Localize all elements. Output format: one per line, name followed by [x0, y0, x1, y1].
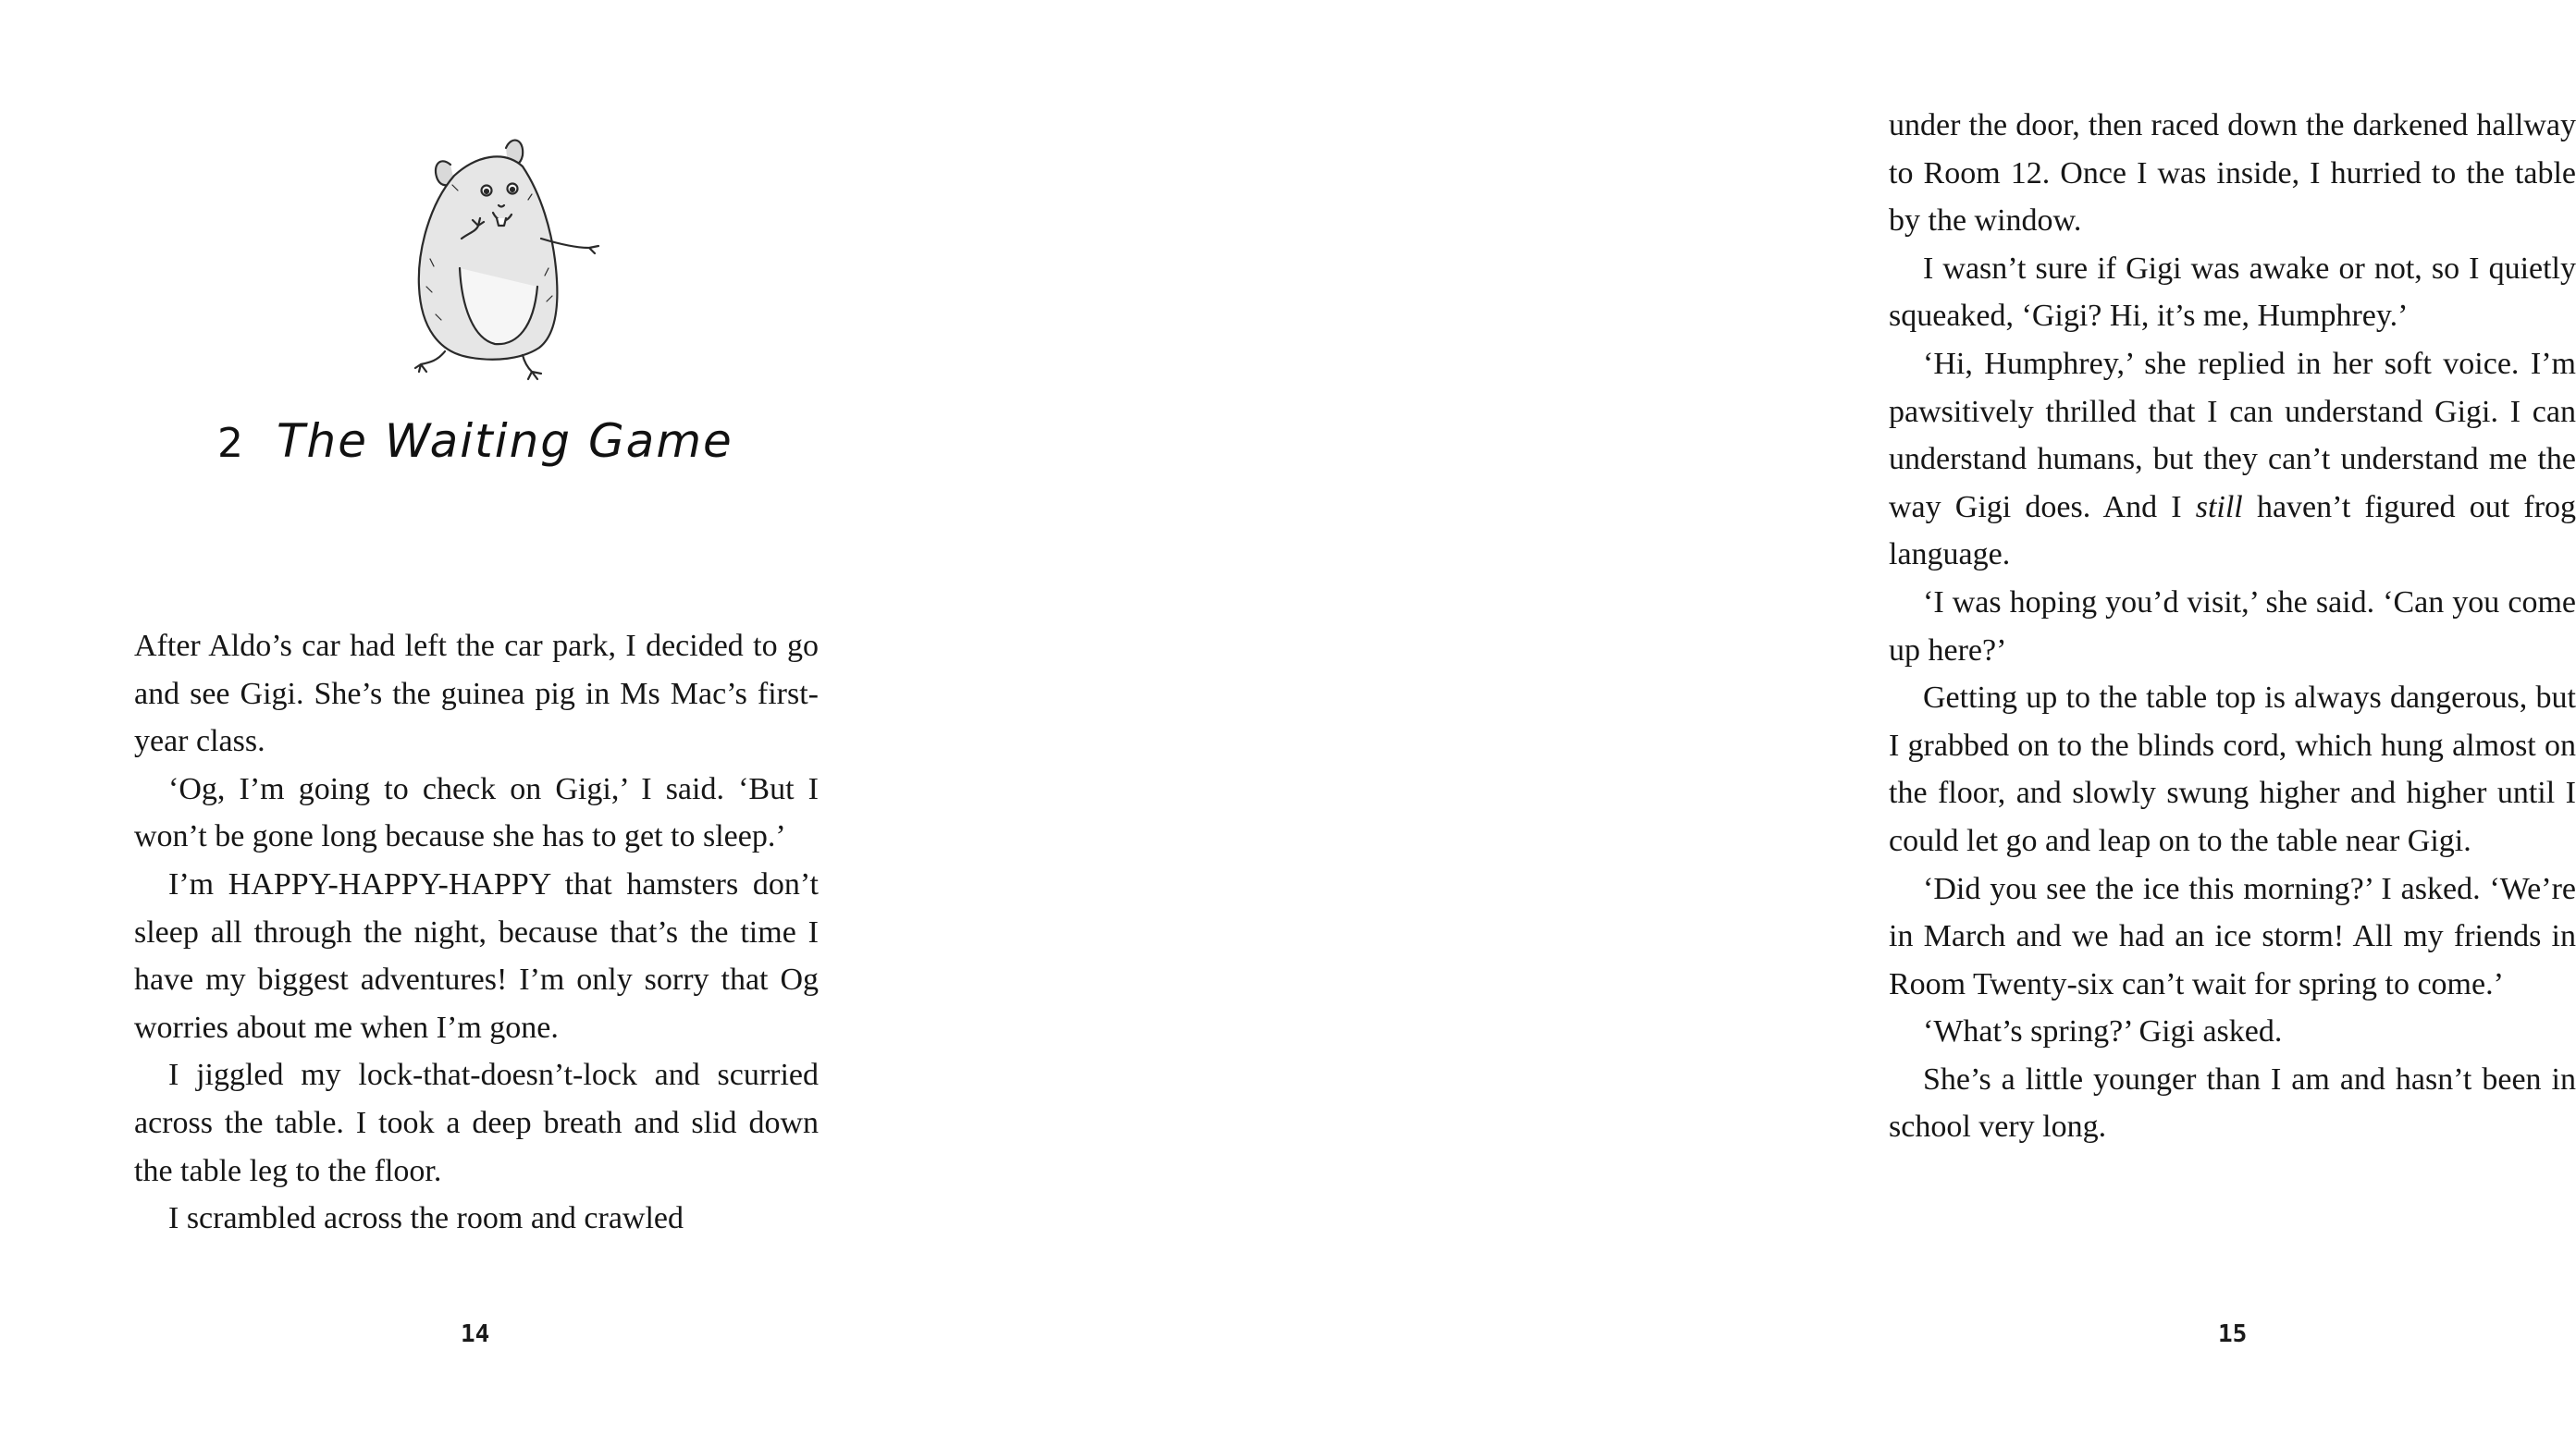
right-page: [897, 0, 2576, 1436]
paragraph: After Aldo’s car had left the car park, I decided to go and see Gigi. She’s the guinea pig in Ms Mac’s first-year class.: [134, 629, 819, 759]
paragraph: ‘Og, I’m going to check on Gigi,’ I said. ‘But I won’t be gone long because she has to get to sleep.’: [134, 771, 819, 854]
chapter-number: 2: [217, 420, 245, 467]
paragraph: I jiggled my lock-that-doesn’t-lock and scurried across the table. I took a deep breath and slid down the table leg to the floor.: [134, 1058, 819, 1188]
chapter-title: [217, 414, 791, 468]
paragraph-text: ‘Hi, Humphrey,’ she replied in her soft voice. I’m pawsitively thrilled that I can understand Gigi. I can understand humans, but they can’t understand me the way Gigi does. And I: [1889, 346, 2576, 524]
emphasis-text: still: [2195, 489, 2243, 524]
paragraph: I scrambled across the room and crawled: [168, 1201, 684, 1236]
left-page-text: [134, 622, 819, 1243]
paragraph: She’s a little younger than I am and hasn’t been in school very long.: [1889, 1062, 2576, 1145]
paragraph: ‘What’s spring?’ Gigi asked.: [1923, 1014, 2283, 1049]
paragraph: I’m HAPPY-HAPPY-HAPPY that hamsters don’t sleep all through the night, because that’s the time I have my biggest adventures! I’m only sorry that Og worries about me when I’m gone.: [134, 866, 819, 1045]
left-page: [0, 0, 897, 1436]
page-number: 15: [2218, 1320, 2248, 1348]
paragraph: [1889, 340, 2576, 579]
paragraph: ‘Did you see the ice this morning?’ I asked. ‘We’re in March and we had an ice storm! All my friends in Room Twenty-six can’t wait for spring to come.’: [1889, 871, 2576, 1001]
right-page-text: [1889, 102, 2576, 1151]
paragraph: Getting up to the table top is always dangerous, but I grabbed on to the blinds cord, which hung almost on the floor, and slowly swung higher and higher until I could let go and leap on to the table near Gigi.: [1889, 681, 2576, 858]
paragraph: under the door, then raced down the darkened hallway to Room 12. Once I was inside, I hurried to the table by the window.: [1889, 108, 2576, 239]
paragraph-text: haven’t figured out frog language.: [1889, 489, 2576, 572]
chapter-title-text: The Waiting Game: [277, 414, 733, 468]
paragraph: I wasn’t sure if Gigi was awake or not, so I quietly squeaked, ‘Gigi? Hi, it’s me, Humphrey.’: [1889, 251, 2576, 334]
paragraph: ‘I was hoping you’d visit,’ she said. ‘Can you come up here?’: [1889, 584, 2576, 668]
page-number: 14: [461, 1320, 490, 1348]
hamster-illustration-icon: [393, 129, 624, 388]
